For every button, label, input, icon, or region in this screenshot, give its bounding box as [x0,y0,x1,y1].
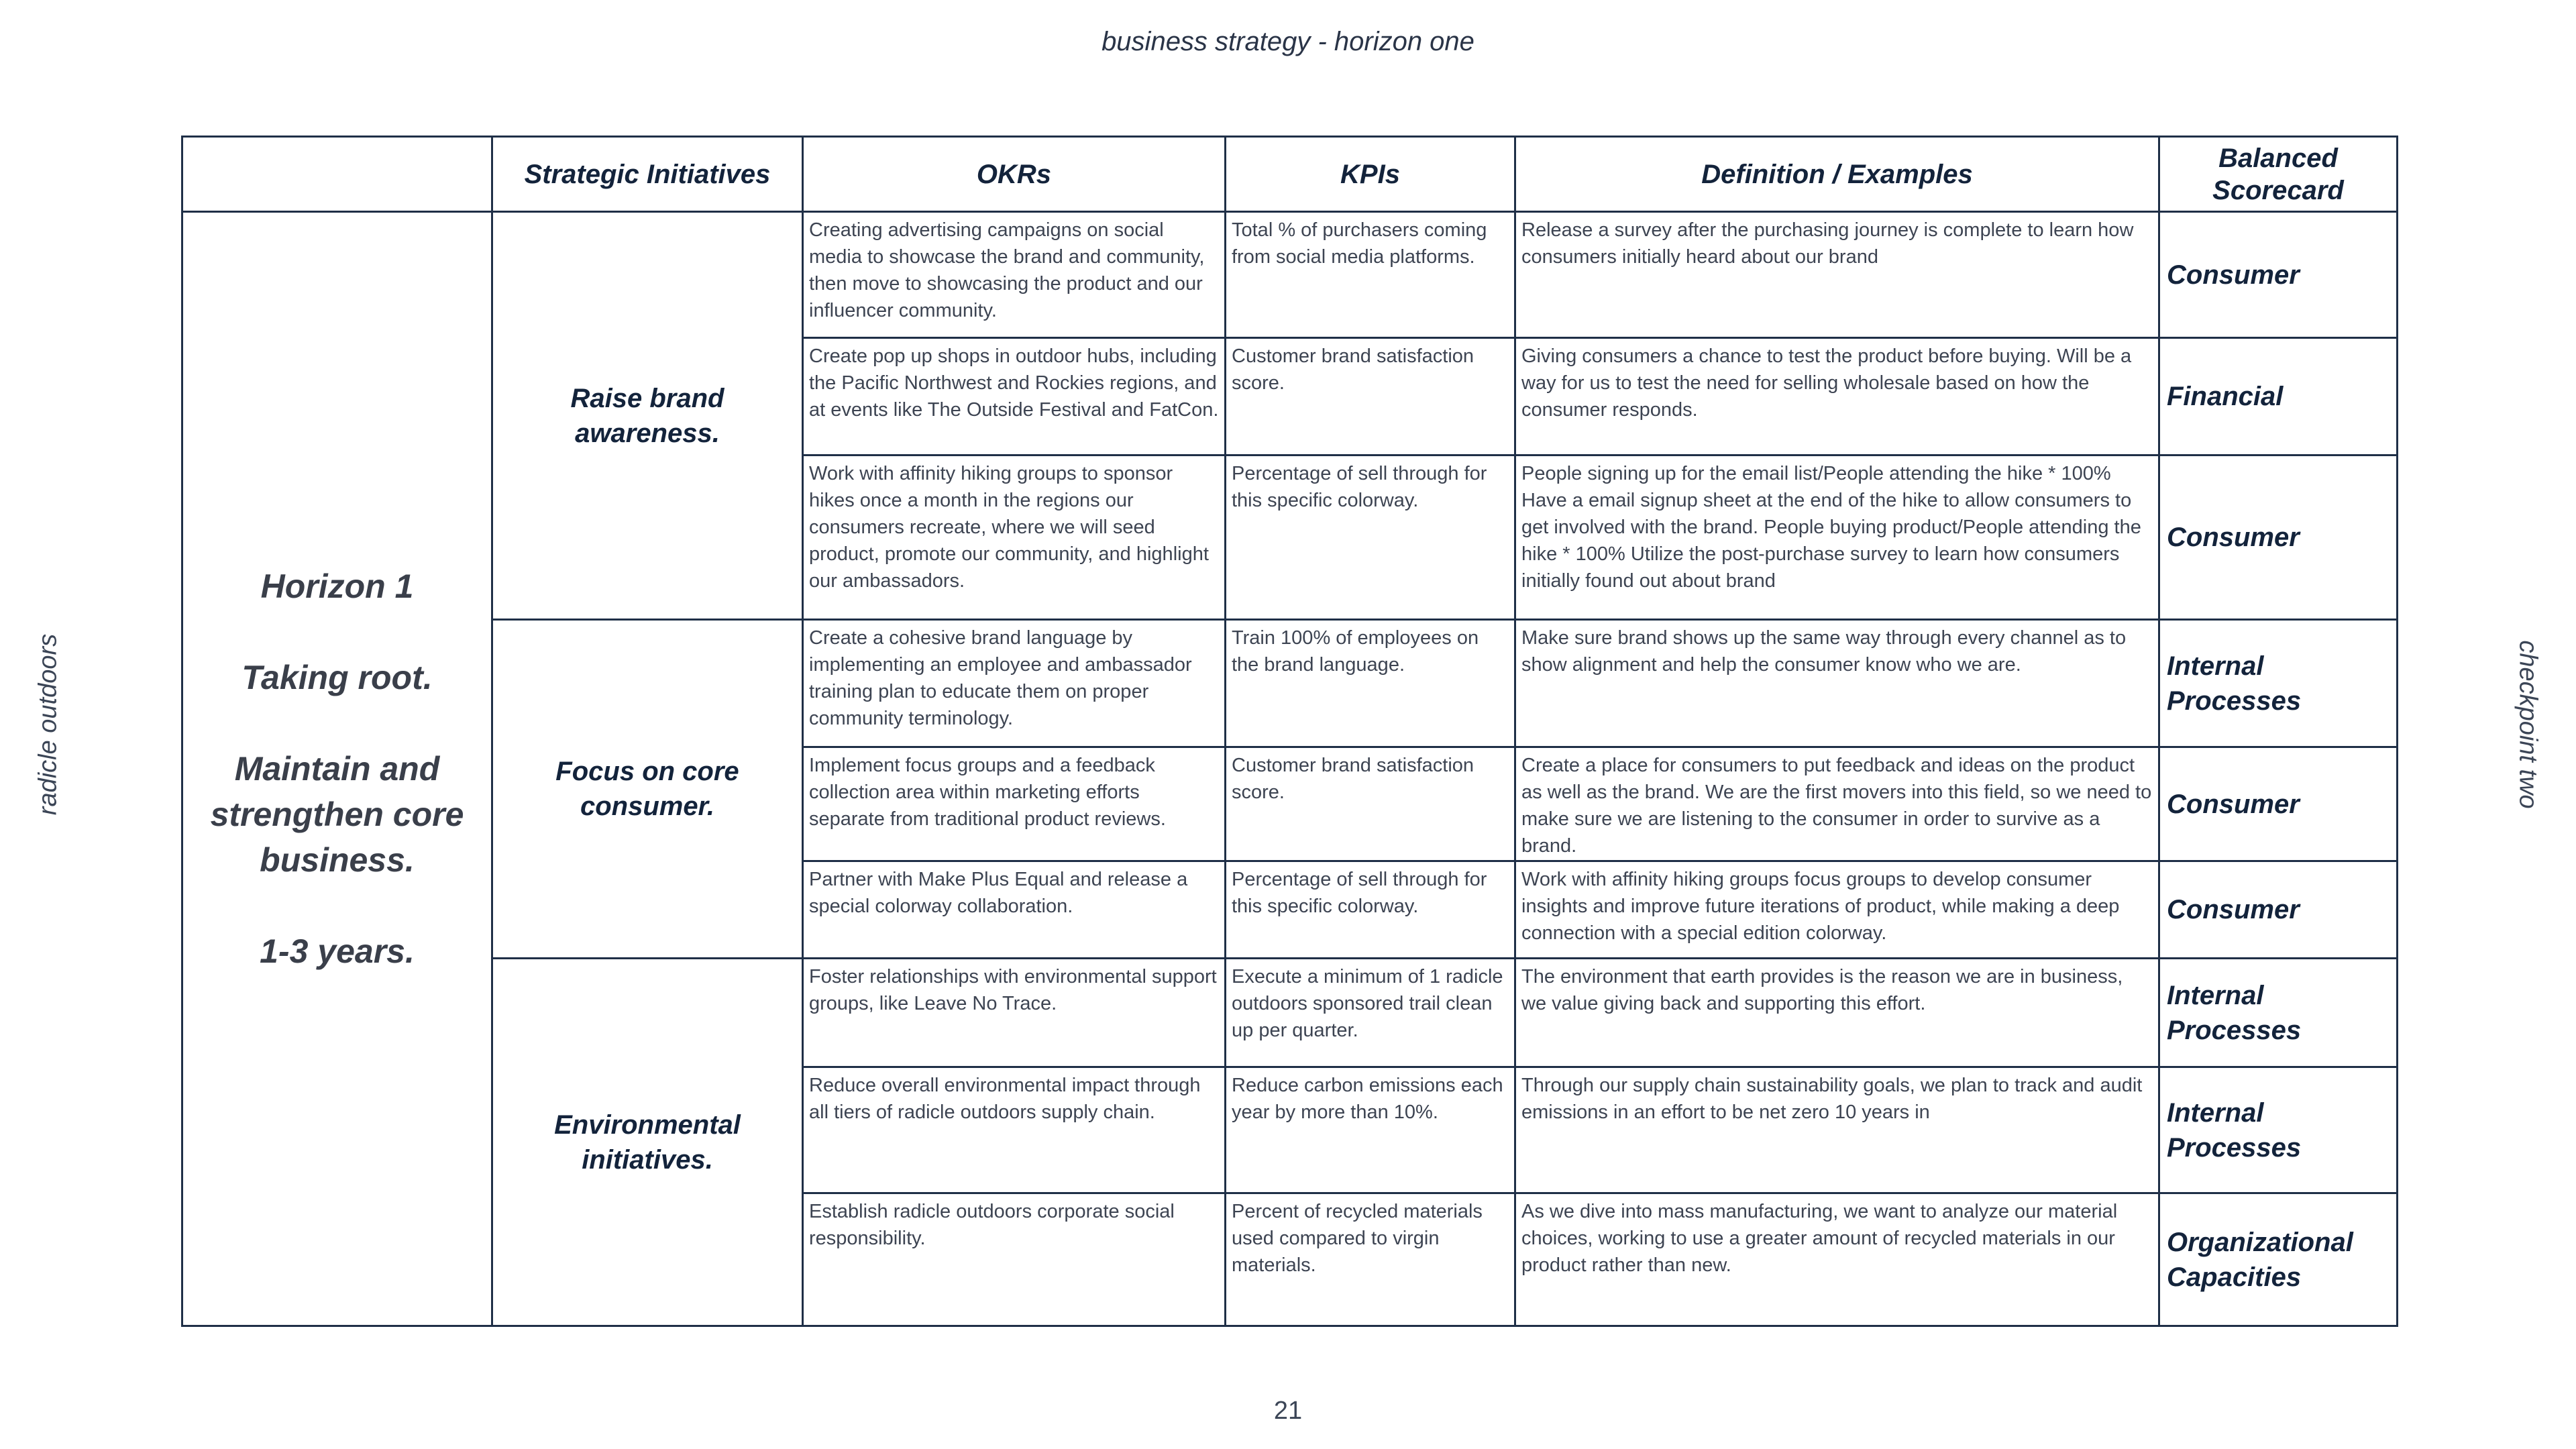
scorecard-cell: Consumer [2159,455,2398,620]
okr-cell: Implement focus groups and a feedback collection area within marketing efforts separate from traditional product reviews. [803,747,1226,861]
kpi-cell: Customer brand satisfaction score. [1226,747,1515,861]
initiative-raise-brand-awareness: Raise brand awareness. [492,212,803,620]
scorecard-cell: Consumer [2159,212,2398,338]
column-header-horizon [182,137,492,212]
kpi-cell: Train 100% of employees on the brand language. [1226,620,1515,747]
definition-cell: The environment that earth provides is the reason we are in business, we value giving back and supporting this effort. [1515,959,2159,1067]
strategy-table [181,136,2398,1327]
side-label-brand: radicle outdoors [34,633,62,816]
definition-cell: Make sure brand shows up the same way through every channel as to show alignment and help the consumer know who we are. [1515,620,2159,747]
side-label-checkpoint: checkpoint two [2514,640,2542,809]
definition-cell: Create a place for consumers to put feedback and ideas on the product as well as the brand. We are the first movers into this field, so we need to make sure we are listening to the consumer in order to survive as a brand. [1515,747,2159,861]
kpi-cell: Reduce carbon emissions each year by more than 10%. [1226,1067,1515,1193]
okr-cell: Create pop up shops in outdoor hubs, including the Pacific Northwest and Rockies regions, and at events like The Outside Festival and FatCon. [803,338,1226,455]
table-row [182,212,2398,338]
definition-cell: Release a survey after the purchasing journey is complete to learn how consumers initially heard about our brand [1515,212,2159,338]
scorecard-cell: Internal Processes [2159,959,2398,1067]
initiative-focus-on-core-consumer: Focus on core consumer. [492,620,803,959]
table-header-row [182,137,2398,212]
scorecard-cell: Internal Processes [2159,620,2398,747]
okr-cell: Reduce overall environmental impact through all tiers of radicle outdoors supply chain. [803,1067,1226,1193]
table-row [182,959,2398,1067]
page-number: 21 [1273,1397,1303,1425]
okr-cell: Work with affinity hiking groups to sponsor hikes once a month in the regions our consumers recreate, where we will seed product, promote our community, and highlight our ambassadors. [803,455,1226,620]
kpi-cell: Percentage of sell through for this specific colorway. [1226,861,1515,959]
column-header-definition: Definition / Examples [1515,137,2159,212]
horizon-tagline: Taking root. [241,659,433,696]
scorecard-cell: Consumer [2159,747,2398,861]
horizon-name: Horizon 1 [260,568,414,605]
okr-cell: Partner with Make Plus Equal and release a special colorway collaboration. [803,861,1226,959]
okr-cell: Create a cohesive brand language by implementing an employee and ambassador training plan to educate them on proper community terminology. [803,620,1226,747]
definition-cell: Giving consumers a chance to test the product before buying. Will be a way for us to test the need for selling wholesale based on how the consumer responds. [1515,338,2159,455]
horizon-timeframe: 1-3 years. [260,932,415,970]
okr-cell: Foster relationships with environmental support groups, like Leave No Trace. [803,959,1226,1067]
column-header-strategic-initiatives: Strategic Initiatives [492,137,803,212]
column-header-okrs: OKRs [803,137,1226,212]
column-header-balanced-scorecard: Balanced Scorecard [2159,137,2398,212]
definition-cell: Through our supply chain sustainability goals, we plan to track and audit emissions in an effort to be net zero 10 years in [1515,1067,2159,1193]
page-title: business strategy - horizon one [1102,27,1474,56]
definition-cell: People signing up for the email list/People attending the hike * 100% Have a email signup sheet at the end of the hike to allow consumers to get involved with the brand. People buying product/People attending the hike * 100% Utilize the post-purchase survey to learn how consumers initially found out about brand [1515,455,2159,620]
scorecard-cell: Consumer [2159,861,2398,959]
kpi-cell: Execute a minimum of 1 radicle outdoors sponsored trail clean up per quarter. [1226,959,1515,1067]
kpi-cell: Percentage of sell through for this specific colorway. [1226,455,1515,620]
scorecard-cell: Organizational Capacities [2159,1193,2398,1326]
okr-cell: Establish radicle outdoors corporate social responsibility. [803,1193,1226,1326]
column-header-kpis: KPIs [1226,137,1515,212]
kpi-cell: Total % of purchasers coming from social media platforms. [1226,212,1515,338]
definition-cell: As we dive into mass manufacturing, we want to analyze our material choices, working to use a greater amount of recycled materials in our product rather than new. [1515,1193,2159,1326]
okr-cell: Creating advertising campaigns on social media to showcase the brand and community, then move to showcasing the product and our influencer community. [803,212,1226,338]
table-row [182,620,2398,747]
kpi-cell: Percent of recycled materials used compared to virgin materials. [1226,1193,1515,1326]
horizon-goal: Maintain and strengthen core business. [210,750,464,879]
scorecard-cell: Financial [2159,338,2398,455]
definition-cell: Work with affinity hiking groups focus groups to develop consumer insights and improve future iterations of product, while making a deep connection with a special edition colorway. [1515,861,2159,959]
scorecard-cell: Internal Processes [2159,1067,2398,1193]
initiative-environmental: Environmental initiatives. [492,959,803,1326]
horizon-cell [182,212,492,1326]
kpi-cell: Customer brand satisfaction score. [1226,338,1515,455]
